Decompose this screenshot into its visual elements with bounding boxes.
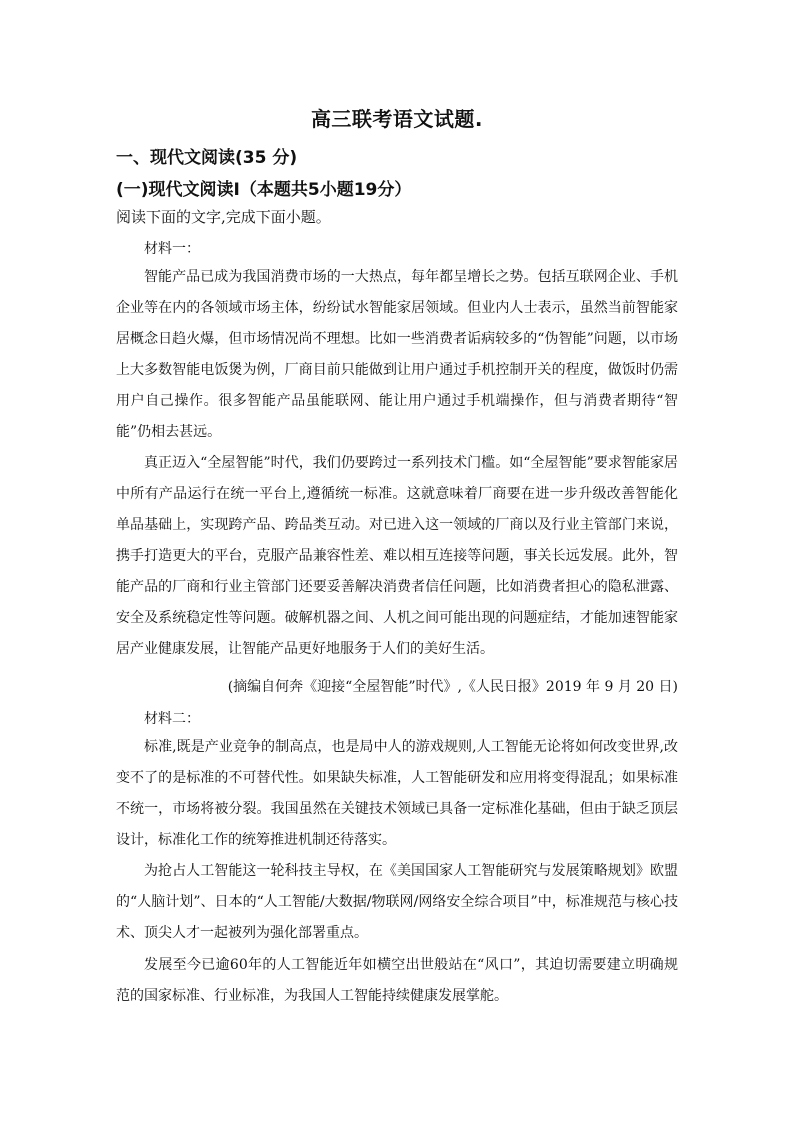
material2-paragraph-2: 为抢占人工智能这一轮科技主导权，在《美国国家人工智能研究与发展策略规划》欧盟的“人脑计划”、日本的“人工智能/大数据/物联网/网络安全综合项目”中，标准规范与核心技术、顶尖人才一起被列为强化部署重点。 <box>116 863 678 941</box>
material2-paragraph-1: 标准,既是产业竞争的制高点，也是局中人的游戏规则,人工智能无论将如何改变世界,改变不了的是标准的不可替代性。如果缺失标准，人工智能研发和应用将变得混乱；如果标准不统一，市场将被分裂。我国虽然在关键技术领域已具备一定标准化基础，但由于缺乏顶层设计，标准化工作的统筹推进机制还待落实。 <box>116 739 678 848</box>
material1-label: 材料一： <box>144 241 200 257</box>
material1-paragraph-1: 智能产品已成为我国消费市场的一大热点，每年都呈增长之势。包括互联网企业、手机企业等在内的各领域市场主体，纷纷试水智能家居领域。但业内人士表示，虽然当前智能家居概念日趋火爆，但市场情况尚不理想。比如一些消费者诟病较多的“伪智能”问题，以市场上大多数智能电饭煲为例，厂商目前只能做到让用户通过手机控制开关的程度，做饭时仍需用户自己操作。很多智能产品虽能联网、能让用户通过手机端操作，但与消费者期待“智能”仍相去甚远。 <box>116 269 678 440</box>
subsection-heading: (一)现代文阅读Ⅰ（本题共5小题19分） <box>116 180 412 200</box>
material1-paragraph-2: 真正迈入“全屋智能”时代，我们仍要跨过一系列技术门槛。如“全屋智能”要求智能家居中所有产品运行在统一平台上,遵循统一标准。这就意味着厂商要在进一步升级改善智能化单品基础上，实现跨产品、跨品类互动。对已进入这一领域的厂商以及行业主管部门来说，携手打造更大的平台，克服产品兼容性差、难以相互连接等问题，事关长远发展。此外，智能产品的厂商和行业主管部门还要妥善解决消费者信任问题，比如消费者担心的隐私泄露、安全及系统稳定性等问题。破解机器之间、人机之间可能出现的问题症结，才能加速智能家居产业健康发展，让智能产品更好地服务于人们的美好生活。 <box>116 455 678 657</box>
section-heading: 一、现代文阅读(35 分) <box>116 148 298 168</box>
material2-label: 材料二： <box>144 711 200 727</box>
page-title: 高三联考语文试题. <box>310 107 484 131</box>
material1-source: (摘编自何奔《迎接“全屋智能”时代》,《人民日报》2019 年 9 月 20 日) <box>227 679 678 695</box>
material2-paragraph-3: 发展至今已逾60年的人工智能近年如横空出世般站在“风口”，其迫切需要建立明确规范的国家标准、行业标准，为我国人工智能持续健康发展掌舵。 <box>116 957 678 1004</box>
instruction-text: 阅读下面的文字,完成下面小题。 <box>116 208 331 226</box>
